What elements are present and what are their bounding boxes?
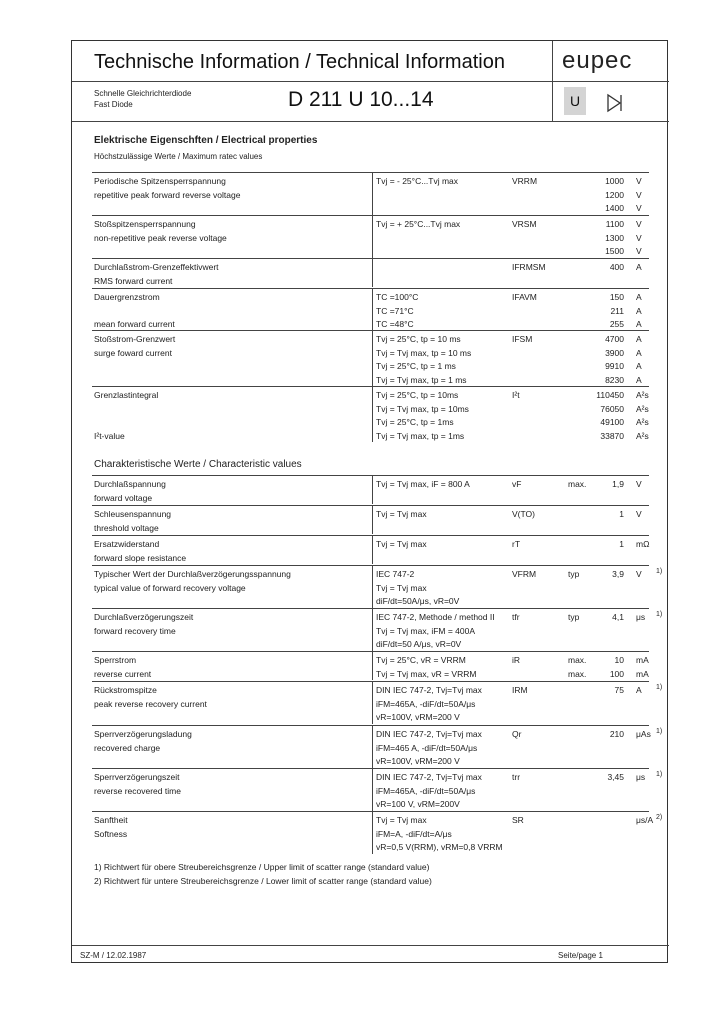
param-name-de: Stoßspitzensperrspannung (94, 219, 196, 229)
unit-text: V (636, 176, 642, 186)
footnote-ref: 1) (656, 611, 663, 618)
column-divider (372, 768, 373, 811)
column-divider (372, 215, 373, 258)
value-text: 255 (609, 319, 624, 329)
value-text: 4,1 (612, 612, 624, 622)
column-divider (372, 288, 373, 331)
unit-text: mA (636, 655, 649, 665)
limit-label: max. (568, 479, 587, 489)
column-divider (372, 505, 373, 534)
param-name-de: Sperrstrom (94, 655, 137, 665)
param-name-de: Sperrverzögerungsladung (94, 729, 192, 739)
param-name-en: reverse current (94, 668, 152, 679)
column-divider (372, 811, 373, 854)
symbol-text: trr (512, 772, 521, 782)
param-name-en: forward recovery time (94, 625, 176, 636)
electrical-heading: Elektrische Eigenschften / Electrical properties (94, 135, 318, 146)
column-divider (372, 608, 373, 651)
column-divider (372, 172, 373, 215)
condition-text: Tvj = Tvj max, iF = 800 A (376, 479, 470, 489)
condition-text: Tvj = Tvj max (376, 582, 427, 593)
row-divider (92, 172, 649, 173)
symbol-text: VFRM (512, 569, 537, 579)
param-name-en: mean forward current (94, 319, 175, 329)
value-text: 3900 (605, 347, 624, 358)
value-text: 10 (614, 655, 624, 665)
condition-text: Tvj = 25°C, tp = 10 ms (376, 334, 461, 344)
symbol-text: SR (512, 815, 524, 825)
value-text: 49100 (600, 417, 624, 427)
limit-label: max. (568, 668, 587, 679)
condition-text: Tvj = - 25°C...Tvj max (376, 176, 459, 186)
row-divider (92, 475, 649, 476)
condition-text: Tvj = Tvj max, tp = 10 ms (376, 347, 472, 358)
unit-text: mΩ (636, 539, 650, 549)
condition-text: diF/dt=50A/μs, vR=0V (376, 596, 460, 606)
unit-text: V (636, 189, 642, 200)
part-number: D 211 U 10...14 (288, 88, 434, 111)
condition-text: diF/dt=50 A/μs, vR=0V (376, 639, 462, 649)
condition-text: Tvj = Tvj max, tp = 10ms (376, 403, 469, 414)
condition-text: Tvj = 25°C, tp = 1ms (376, 417, 454, 427)
value-text: 3,45 (607, 772, 624, 782)
symbol-text: IFRMSM (512, 262, 546, 272)
unit-text: V (636, 479, 642, 489)
condition-text: vR=100V, vRM=200 V (376, 756, 460, 766)
value-text: 1100 (605, 219, 624, 229)
value-text: 1 (619, 509, 624, 519)
unit-text: μAs (636, 729, 651, 739)
footnote-ref: 1) (656, 728, 663, 735)
footnote-1: 1) Richtwert für obere Streubereichsgrenze / Upper limit of scatter range (standard value) (94, 862, 430, 872)
condition-text: vR=0,5 V(RRM), vRM=0,8 VRRM (376, 842, 503, 852)
unit-text: A (636, 262, 642, 272)
param-name-en: I²t-value (94, 430, 125, 441)
param-name-de: Durchlaßspannung (94, 479, 166, 489)
value-text: 33870 (600, 430, 624, 441)
diode-symbol-icon (605, 93, 625, 113)
unit-text: A (636, 374, 642, 385)
symbol-text: VRSM (512, 219, 537, 229)
value-text: 210 (609, 729, 624, 739)
param-name-de: Periodische Spitzensperrspannung (94, 176, 226, 186)
condition-text: TC =71°C (376, 305, 414, 316)
document-title: Technische Information / Technical Information (94, 51, 505, 73)
param-name-en: surge foward current (94, 347, 172, 358)
condition-text: IEC 747-2 (376, 569, 415, 579)
value-text: 9910 (605, 361, 624, 371)
condition-text: Tvj = 25°C, tp = 1 ms (376, 361, 456, 371)
value-text: 75 (614, 685, 624, 695)
unit-text: A (636, 334, 642, 344)
unit-text: V (636, 232, 642, 243)
value-text: 76050 (600, 403, 624, 414)
param-name-en: threshold voltage (94, 522, 159, 533)
row-divider (92, 651, 649, 652)
footnote-ref: 2) (656, 814, 663, 821)
param-name-de: Sperrverzögerungszeit (94, 772, 180, 782)
footer-page: Seite/page 1 (558, 951, 603, 960)
condition-text: DIN IEC 747-2, Tvj=Tvj max (376, 772, 482, 782)
symbol-text: IRM (512, 685, 528, 695)
unit-text: A (636, 347, 642, 358)
footer-divider (72, 945, 669, 946)
row-divider (92, 725, 649, 726)
condition-text: vR=100V, vRM=200 V (376, 712, 460, 722)
param-name-de: Rückstromspitze (94, 685, 157, 695)
value-text: 4700 (605, 334, 624, 344)
symbol-text: Qr (512, 729, 522, 739)
unit-text: μs (636, 612, 646, 622)
param-name-de: Typischer Wert der Durchlaßverzögerungsspannung (94, 569, 291, 579)
value-text: 1500 (605, 246, 624, 256)
value-text: 1400 (605, 203, 624, 213)
column-divider (372, 475, 373, 504)
column-divider (372, 330, 373, 386)
unit-text: A (636, 685, 642, 695)
condition-text: iFM=465A, -diF/dt=50A/μs (376, 785, 476, 796)
column-divider (372, 565, 373, 608)
param-name-de: Durchlaßstrom-Grenzeffektivwert (94, 262, 219, 272)
footnote-ref: 1) (656, 771, 663, 778)
row-divider (92, 681, 649, 682)
unit-text: A²s (636, 403, 649, 414)
type-letter-badge: U (564, 87, 586, 115)
condition-text: Tvj = Tvj max (376, 539, 427, 549)
value-text: 8230 (605, 374, 624, 385)
condition-text: iFM=465 A, -diF/dt=50A/μs (376, 742, 478, 753)
column-divider (372, 535, 373, 564)
value-text: 100 (609, 668, 624, 679)
condition-text: IEC 747-2, Methode / method II (376, 612, 495, 622)
symbol-text: vF (512, 479, 522, 489)
unit-text: A²s (636, 430, 649, 441)
row-divider (92, 565, 649, 566)
row-divider (92, 215, 649, 216)
condition-text: Tvj = Tvj max, iFM = 400A (376, 625, 476, 636)
param-name-de: Dauergrenzstrom (94, 292, 160, 302)
condition-text: Tvj = Tvj max, vR = VRRM (376, 668, 477, 679)
symbol-text: rT (512, 539, 521, 549)
param-name-en: Softness (94, 828, 128, 839)
param-name-de: Grenzlastintegral (94, 390, 159, 400)
unit-text: mA (636, 668, 649, 679)
symbol-text: tfr (512, 612, 520, 622)
unit-text: V (636, 509, 642, 519)
value-text: 1200 (605, 189, 624, 200)
param-name-en: typical value of forward recovery voltage (94, 582, 246, 593)
characteristic-heading: Charakteristische Werte / Characteristic values (94, 459, 302, 470)
value-text: 1,9 (612, 479, 624, 489)
param-name-en: peak reverse recovery current (94, 698, 207, 709)
row-divider (92, 811, 649, 812)
param-name-de: Durchlaßverzögerungszeit (94, 612, 194, 622)
value-text: 1 (619, 539, 624, 549)
symbol-text: IFAVM (512, 292, 537, 302)
row-divider (92, 535, 649, 536)
subtitle-de: Schnelle Gleichrichterdiode (94, 89, 192, 98)
symbol-text: IFSM (512, 334, 533, 344)
condition-text: DIN IEC 747-2, Tvj=Tvj max (376, 729, 482, 739)
param-name-en: reverse recovered time (94, 785, 181, 796)
value-text: 1000 (605, 176, 624, 186)
footnote-ref: 1) (656, 568, 663, 575)
condition-text: TC =100°C (376, 292, 419, 302)
row-divider (92, 288, 649, 289)
param-name-en: forward voltage (94, 492, 153, 503)
condition-text: iFM=A, -diF/dt=A/μs (376, 828, 452, 839)
row-divider (92, 258, 649, 259)
unit-text: A (636, 305, 642, 316)
param-name-de: Schleusenspannung (94, 509, 172, 519)
symbol-text: VRRM (512, 176, 538, 186)
param-name-en: forward slope resistance (94, 552, 187, 563)
row-divider (92, 768, 649, 769)
unit-text: A (636, 319, 642, 329)
condition-text: Tvj = + 25°C...Tvj max (376, 219, 461, 229)
title-divider (72, 81, 669, 82)
value-text: 211 (610, 305, 624, 316)
value-text: 150 (609, 292, 624, 302)
row-divider (92, 330, 649, 331)
column-divider (372, 651, 373, 680)
unit-text: V (636, 569, 642, 579)
condition-text: TC =48°C (376, 319, 414, 329)
value-text: 400 (609, 262, 624, 272)
electrical-subheading: Höchstzulässige Werte / Maximum ratec values (94, 152, 263, 161)
row-divider (92, 608, 649, 609)
column-divider (372, 386, 373, 442)
column-divider (372, 258, 373, 287)
condition-text: Tvj = 25°C, tp = 10ms (376, 390, 459, 400)
value-text: 3,9 (612, 569, 624, 579)
subtitle-en: Fast Diode (94, 100, 133, 109)
condition-text: iFM=465A, -diF/dt=50A/μs (376, 698, 476, 709)
param-name-en: non-repetitive peak reverse voltage (94, 232, 227, 243)
param-name-en: repetitive peak forward reverse voltage (94, 189, 241, 200)
condition-text: Tvj = Tvj max, tp = 1ms (376, 430, 465, 441)
eupec-logo: eupec (562, 47, 633, 74)
limit-label: max. (568, 655, 587, 665)
header-divider (72, 121, 669, 122)
footnote-2: 2) Richtwert für untere Streubereichsgrenze / Lower limit of scatter range (standard value) (94, 876, 432, 886)
param-name-de: Sanftheit (94, 815, 128, 825)
unit-text: V (636, 203, 642, 213)
condition-text: Tvj = Tvj max (376, 815, 427, 825)
unit-text: A (636, 292, 642, 302)
symbol-text: iR (512, 655, 521, 665)
param-name-de: Stoßstrom-Grenzwert (94, 334, 176, 344)
limit-label: typ (568, 612, 580, 622)
value-text: 110450 (596, 390, 624, 400)
footnote-ref: 1) (656, 684, 663, 691)
param-name-en: RMS forward current (94, 275, 173, 286)
value-text: 1300 (605, 232, 624, 243)
datasheet-page (71, 40, 668, 963)
logo-divider (552, 41, 553, 121)
condition-text: Tvj = Tvj max (376, 509, 427, 519)
unit-text: μs/A (636, 815, 654, 825)
condition-text: Tvj = Tvj max, tp = 1 ms (376, 374, 467, 385)
condition-text: DIN IEC 747-2, Tvj=Tvj max (376, 685, 482, 695)
row-divider (92, 386, 649, 387)
unit-text: V (636, 219, 642, 229)
row-divider (92, 505, 649, 506)
unit-text: A (636, 361, 642, 371)
symbol-text: V(TO) (512, 509, 535, 519)
unit-text: V (636, 246, 642, 256)
unit-text: A²s (636, 390, 649, 400)
condition-text: vR=100 V, vRM=200V (376, 799, 460, 809)
footer-date: SZ-M / 12.02.1987 (80, 951, 147, 960)
condition-text: Tvj = 25°C, vR = VRRM (376, 655, 466, 665)
column-divider (372, 681, 373, 724)
param-name-en: recovered charge (94, 742, 161, 753)
unit-text: A²s (636, 417, 649, 427)
column-divider (372, 725, 373, 768)
param-name-de: Ersatzwiderstand (94, 539, 160, 549)
symbol-text: I²t (512, 390, 520, 400)
limit-label: typ (568, 569, 580, 579)
unit-text: μs (636, 772, 646, 782)
